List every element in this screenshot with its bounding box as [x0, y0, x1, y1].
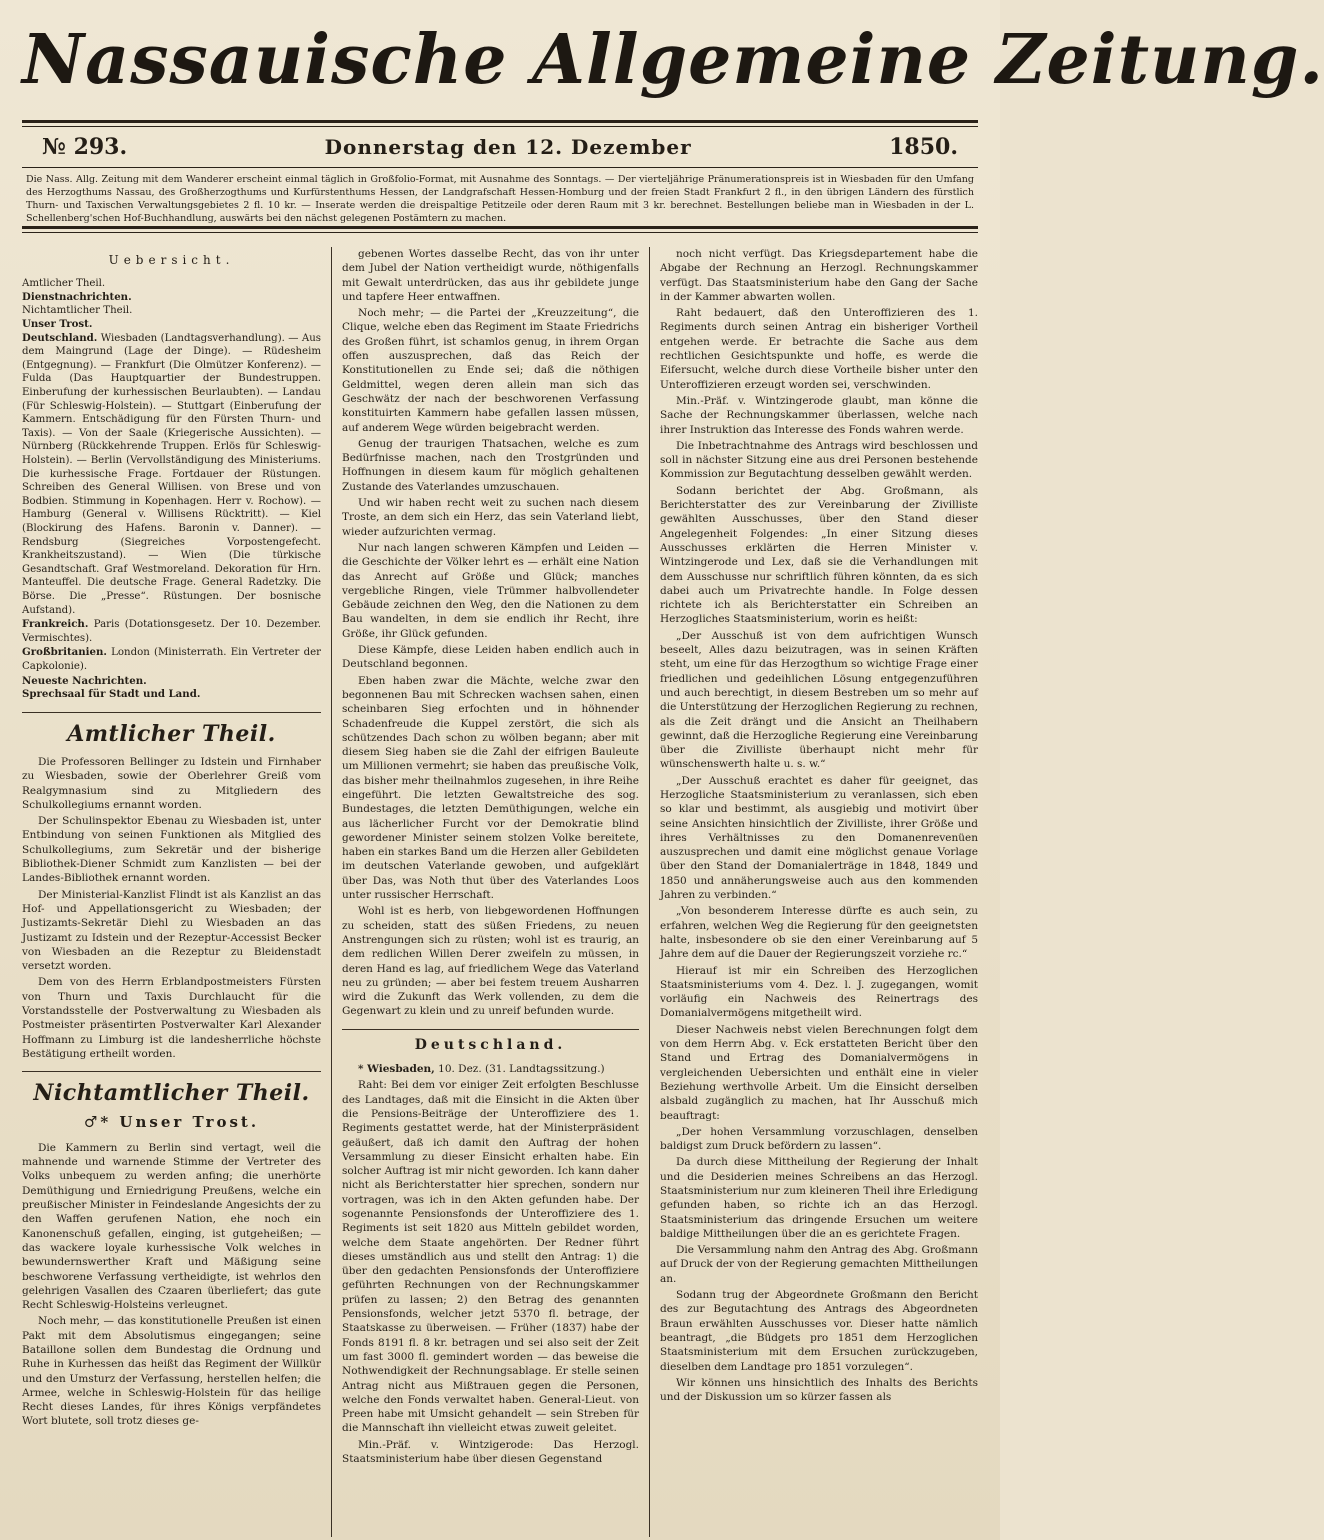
- article-columns: [22, 247, 978, 1537]
- amtlich-body: [22, 755, 321, 1061]
- section-divider: [22, 1071, 321, 1072]
- masthead-rule: [22, 120, 978, 127]
- amtlich-heading: Amtlicher Theil.: [67, 720, 276, 747]
- wiesbaden-place: * Wiesbaden,: [358, 1063, 435, 1076]
- paragraph: Raht bedauert, daß den Unteroffizieren des 1. Regiments durch seinen Antrag ein bisheriger Vortheil entgehen werde. Er betrachte die Sache aus dem rechtlichen Gesichtspunkte und hoffe, es werde die Eifersucht, welche durch diese Vortheile bisher unter den Unteroffizieren erzeugt worden sei, verschwinden.: [660, 307, 978, 391]
- column-2: [332, 247, 650, 1537]
- paragraph: „Von besonderem Interesse dürfte es auch sein, zu erfahren, welchen Weg die Regierung für den geeignetsten halte, insbesondere ob sie den einer Vereinbarung auf 5 Jahre dem auf die Dauer der Regierungszeit vorziehe rc.“: [660, 905, 978, 961]
- paragraph: „Der Ausschuß erachtet es daher für geeignet, das Herzogliche Staatsministerium zu veranlassen, sich eben so klar und bestimmt, als ausgiebig und motivirt über seine Ansichten hinsichtlich der Zivilliste, ihrer Größe und ihres Verhältnisses zu den Domanenrevenüen auszusprechen und damit eine möglichst genaue Vorlage über den Stand der Domanialerträge in 1848, 1849 und 1850 und annäherungsweise auch aus den kommenden Jahren zu verbinden.“: [660, 774, 978, 902]
- paragraph: Dem von des Herrn Erblandpostmeisters Fürsten von Thurn und Taxis Durchlaucht für die Vorstandsstelle der Postverwaltung zu Wiesbaden als Postmeister präsentirten Postverwalter Karl Alexander Hoffmann zu Limburg ist die landesherrliche höchste Bestätigung ertheilt worden.: [22, 976, 321, 1060]
- overview-item: Sprechsaal für Stadt und Land.: [22, 688, 201, 701]
- paragraph: Wir können uns hinsichtlich des Inhalts des Berichts und der Diskussion um so kürzer fassen als: [660, 1376, 978, 1404]
- paragraph: Min.-Präf. v. Wintzigerode: Das Herzogl. Staatsministerium habe über diesen Gegenstand: [342, 1438, 639, 1466]
- subscription-notice: Die Nass. Allg. Zeitung mit dem Wanderer erscheint einmal täglich in Großfolio-Format, mit Ausnahme des Sonntags. — Der vierteljährige Pränumerationspreis ist in Wiesbaden für den Umfang des Herzogthums Nassau, des Großherzogthums und Kurfürstenthums Hessen, der Landgrafschaft Hessen-Homburg und der freien Stadt Frankfurt 2 fl., in den übrigen Ländern des fürstlich Thurn- und Taxischen Verwaltungsgebietes 2 fl. 10 kr. — Inserate werden die dreispaltige Petitzeile oder deren Raum mit 3 kr. berechnet. Bestellungen beliebe man in Wiesbaden in der L. Schellenberg'schen Hof-Buchhandlung, auswärts bei den nächst gelegenen Postämtern zu machen.: [26, 174, 974, 224]
- paragraph: Da durch diese Mittheilung der Regierung der Inhalt und die Desiderien meines Schreibens an das Herzogl. Staatsministerium nur zum kleineren Theil ihre Erledigung gefunden haben, so richte ich an das Herzogl. Staatsministerium das dringende Ersuchen um weitere baldige Mittheilungen über die an es gerichtete Fragen.: [660, 1156, 978, 1240]
- overview-gb-head: Großbritanien.: [22, 646, 107, 659]
- nichtamtlich-body: [22, 1141, 321, 1429]
- section-divider: [22, 712, 321, 713]
- overview-list: [22, 277, 321, 331]
- issue-date: Donnerstag den 12. Dezember: [324, 135, 692, 159]
- paragraph: Der Schulinspektor Ebenau zu Wiesbaden ist, unter Entbindung von seinen Funktionen als Mitglied des Schulkollegiums, zum Sekretär und der bisherige Bibliothek-Diener Schmidt zum Kanzlisten — bei der Landes-Bibliothek ernannt worden.: [22, 815, 321, 885]
- column-3: [650, 247, 978, 1537]
- overview-item: Dienstnachrichten.: [22, 290, 132, 303]
- overview-frankreich-text: Paris (Dotationsgesetz. Der 10. Dezember. Vermischtes).: [22, 619, 321, 644]
- paragraph: Raht: Bei dem vor einiger Zeit erfolgten Beschlusse des Landtages, daß mit die Einsicht in die Akten über die Pensions-Beiträge der Unteroffiziere des 1. Regiments gestattet werde, hat der Ministerpräsident geäußert, daß ich damit den Auftrag der hohen Versammlung zu dieser Einsicht erhalten habe. Ein solcher Auftrag ist mir nicht geworden. Ich kann daher nicht als Berichterstatter hier sprechen, sondern nur vortragen, was ich in den Akten gefunden habe. Der sogenannte Pensionsfonds der Unteroffiziere des 1. Regiments ist seit 1820 aus Mitteln gebildet worden, welche dem Staate angehörten. Der Redner führt dieses umständlich aus und stellt den Antrag: 1) die über den gedachten Pensionsfonds der Unteroffiziere geführten Rechnungen von der Rechnungskammer prüfen zu lassen; 2) den Betrag des genannten Pensionsfonds, welcher jetzt 5370 fl. betrage, der Staatskasse zu überweisen. — Früher (1837) habe der Fonds 8191 fl. 8 kr. betragen und sei also seit der Zeit um fast 3000 fl. gemindert worden — das beweise die Nothwendigkeit der Rechnungsablage. Er stelle seinen Antrag nicht aus Mißtrauen gegen die Personen, welche den Fonds verwaltet haben. General-Lieut. von Preen habe mit Umsicht gehandelt — sein Streben für die Mannschaft ihn vielleicht etwas zuweit geleitet.: [342, 1079, 639, 1435]
- overview-item: Nichtamtlicher Theil.: [22, 305, 133, 317]
- overview-deutschland: [22, 332, 321, 617]
- paragraph: Noch mehr; — die Partei der „Kreuzzeitung“, die Clique, welche eben das Regiment im Staate Friedrichs des Großen führt, ist schamlos genug, in ihrem Organ offen auszusprechen, daß das Reich der Konstitutionellen zu Ende sei; daß die nöthigen Geldmittel, wegen deren allein man sich das Geschwätz der nach der beschworenen Verfassung konstituirten Kammern habe gefallen lassen müssen, auf anderem Wege würden beigebracht werden.: [342, 307, 639, 434]
- paragraph: Und wir haben recht weit zu suchen nach diesem Troste, an dem sich ein Herz, das sein Vaterland liebt, wieder aufzurichten vermag.: [342, 497, 639, 538]
- paragraph: Nur nach langen schweren Kämpfen und Leiden — die Geschichte der Völker lehrt es — erhält eine Nation das Anrecht auf Größe und Glück; manches vergebliche Ringen, viele Trümmer halbvollendeter Gebäude zeichnen den Weg, den die Nationen zu dem Bau wandelten, in dem sie endlich ihr Recht, ihre Größe, ihr Glück gefunden.: [342, 541, 639, 640]
- overview-gb-text: London (Ministerrath. Ein Vertreter der Capkolonie).: [22, 647, 321, 672]
- overview-item: Neueste Nachrichten.: [22, 674, 147, 687]
- notice-rule: [22, 226, 978, 233]
- issue-year: 1850.: [889, 134, 958, 160]
- paragraph: Sodann berichtet der Abg. Großmann, als Berichterstatter des zur Vereinbarung der Zivilliste gewählten Ausschusses, über den Stand dieser Angelegenheit Folgendes: „In einer Sitzung dieses Ausschusses erklärten die Herren Minister v. Wintzingerode und Lex, daß sie die Verhandlungen mit dem Ausschusse nur schriftlich führen könnten, da es sich dabei auch um Privatrechte handle. In Folge dessen richtete ich als Berichterstatter ein Schreiben an Herzogliches Staatsministerium, worin es heißt:: [660, 484, 978, 626]
- overview-deutschland-head: Deutschland.: [22, 331, 98, 344]
- section-divider: [342, 1029, 639, 1030]
- overview-frankreich: [22, 618, 321, 645]
- paragraph: Die Kammern zu Berlin sind vertagt, weil die mahnende und warnende Stimme der Vertreter des Volks unbequem zu werden anfing; die unerhörte Demüthigung und Erniedrigung Preußens, welche ein preußischer Minister in Feindeslande Angesichts der zu den Waffen gerufenen Nation, ehe noch ein Kanonenschuß gefallen, einging, ist gutgeheißen; — das wackere loyale kurhessische Volk welches in bewundernswerther Kraft und Mäßigung seine beschworene Verfassung vertheidigte, ist wehrlos den gelehrigen Vasallen des Czaaren überliefert; das gute Recht Schleswig-Holsteins verleugnet.: [22, 1141, 321, 1312]
- overview-title: Uebersicht.: [108, 253, 235, 267]
- dateline: [22, 127, 978, 167]
- overview-deutschland-text: Wiesbaden (Landtagsverhandlung). — Aus dem Maingrund (Lage der Dinge). — Rüdesheim (Entgegnung). — Frankfurt (Die Olmützer Konferenz). — Fulda (Das Hauptquartier der Bundestruppen. Einberufung der kurhessischen Beurlaubten). — Landau (Für Schleswig-Holstein). — Stuttgart (Einberufung der Kammern. Entschädigung für den Fürsten Thurn- und Taxis). — Von der Saale (Kriegerische Aussichten). — Nürnberg (Rückkehrende Truppen. Erlös für Schleswig-Holstein). — Berlin (Vervollständigung des Ministeriums. Die kurhessische Frage. Fortdauer der Rüstungen. Schreiben des General Willisen. von Brese und von Bodbien. Stimmung in Kopenhagen. Herr v. Rochow). — Hamburg (General v. Willisens Rücktritt). — Kiel (Blockirung des Hafens. Baronin v. Danner). — Rendsburg (Siegreiches Vorpostengefecht. Krankheitszustand). — Wien (Die türkische Gesandtschaft. Graf Westmoreland. Dekoration für Hrn. Manteuffel. Die deutsche Frage. General Radetzky. Die Börse. Die „Presse“. Rüstungen. Der bosnische Aufstand).: [22, 332, 321, 616]
- paragraph: Min.-Präf. v. Wintzingerode glaubt, man könne die Sache der Rechnungskammer überlassen, welche nach ihrer Instruktion das Interesse des Fonds wahren werde.: [660, 394, 978, 436]
- deutschland-heading: Deutschland.: [414, 1036, 567, 1053]
- paragraph: Die Versammlung nahm den Antrag des Abg. Großmann auf Druck der von der Regierung gemachten Mittheilungen an.: [660, 1244, 978, 1285]
- paragraph: Die Inbetrachtnahme des Antrags wird beschlossen und soll in nächster Sitzung eine aus drei Personen bestehende Kommission zur Begutachtung desselben gewählt werden.: [660, 439, 978, 481]
- column-2-body: [342, 247, 639, 1019]
- paragraph: Sodann trug der Abgeordnete Großmann den Bericht des zur Begutachtung des Antrags des Abgeordneten Braun erwählten Ausschusses vor. Dieser hatte nämlich beantragt, „die Büdgets pro 1851 dem Herzoglichen Staatsministerium mit dem Ersuchen zurückzugeben, dieselben dem Landtage pro 1851 vorzulegen“.: [660, 1289, 978, 1373]
- paragraph: „Der Ausschuß ist von dem aufrichtigen Wunsch beseelt, Alles dazu beizutragen, was in seinen Kräften steht, um eine für das Herzogthum so wichtige Frage einer friedlichen und gedeihlichen Lösung entgegenzuführen und auch berechtigt, in diesem Bestreben um so mehr auf die Unterstützung der Herzoglichen Regierung zu rechnen, als die Zeit drängt und die Ansicht an Theilhabern gewinnt, daß die Herzogliche Regierung eine Vereinbarung über die Zivilliste überhaupt nicht mehr für wünschenswerth halte u. s. w.“: [660, 629, 978, 771]
- overview-frankreich-head: Frankreich.: [22, 618, 89, 631]
- unser-trost-heading: ♂* Unser Trost.: [83, 1112, 260, 1131]
- paragraph: Eben haben zwar die Mächte, welche zwar den begonnenen Bau mit Schrecken wachsen sahen, einen scheinbaren Sieg erfochten und in höhnender Schadenfreude die Kuppel zerstört, die sich als schützendes Dach schon zu wölben begann; aber mit diesem Sieg haben sie die Zahl der eifrigen Bauleute um Millionen vermehrt; sie haben das preußische Volk, das bisher mehr theilnahmlos zugesehen, in ihre Reihe eingeführt. Die letzten Gewaltstreiche des sog. Bundestages, die letzten Demüthigungen, welche ein aus lächerlicher Furcht vor der Demokratie blind gewordener Minister seinem stolzen Volke bereitete, haben ein starkes Band um die Herzen aller Gebildeten im deutschen Vaterlande gewoben, und aufgeklärt über Das, was Noth thut über des Vaterlandes Loos unter russischer Herrschaft.: [342, 674, 639, 902]
- paragraph: gebenen Wortes dasselbe Recht, das von ihr unter dem Jubel der Nation vertheidigt wurde, nöthigenfalls mit Gewalt unterdrücken, das aus ihr gebildete junge und tapfere Heer entwaffnen.: [342, 248, 639, 303]
- paragraph: Die Professoren Bellinger zu Idstein und Firnhaber zu Wiesbaden, sowie der Oberlehrer Greiß vom Realgymnasium sind zu Mitgliedern des Schulkollegiums ernannt worden.: [22, 756, 321, 811]
- paragraph: „Der hohen Versammlung vorzuschlagen, denselben baldigst zum Druck befördern zu lassen“.: [660, 1125, 978, 1153]
- paragraph: Diese Kämpfe, diese Leiden haben endlich auch in Deutschland begonnen.: [342, 644, 639, 671]
- landtag-body: [342, 1078, 639, 1466]
- paragraph: Der Ministerial-Kanzlist Flindt ist als Kanzlist an das Hof- und Appellationsgericht zu Wiesbaden; der Justizamts-Sekretär Diehl zu Wiesbaden an das Justizamt zu Idstein und der Rezeptur-Accessist Becker von Wiesbaden an die Rezeptur zu Bleidenstadt versetzt worden.: [22, 888, 321, 973]
- paragraph: noch nicht verfügt. Das Kriegsdepartement habe die Abgabe der Rechnung an Herzogl. Rechnungskammer verfügt. Das Staatsministerium habe den Gang der Sache in der Kammer abwarten wollen.: [660, 248, 978, 303]
- overview-tail: [22, 675, 321, 702]
- wiesbaden-dateline: [342, 1062, 639, 1076]
- paragraph: Genug der traurigen Thatsachen, welche es zum Bedürfnisse machen, nach den Trostgründen und Hoffnungen in diesem kaum für möglich gehaltenen Zustande des Vaterlandes umzuschauen.: [342, 437, 639, 493]
- column-3-body: [660, 247, 978, 1404]
- overview-item: Amtlicher Theil.: [22, 278, 106, 290]
- paragraph: Dieser Nachweis nebst vielen Berechnungen folgt dem von dem Herrn Abg. v. Eck erstatteten Bericht über den Stand und Ertrag des Domanialvermögens in vergleichenden Uebersichten und enthält eine in vieler Beziehung werthvolle Arbeit. Um die Einsicht derselben alsbald zugänglich zu machen, hat Ihr Ausschuß mich beauftragt:: [660, 1023, 978, 1122]
- paragraph: Wohl ist es herb, von liebgewordenen Hoffnungen zu scheiden, statt des süßen Friedens, zu neuen Anstrengungen sich zu rüsten; wohl ist es traurig, an dem redlichen Willen Derer zweifeln zu müssen, in deren Hand es lag, auf friedlichem Wege das Vaterland neu zu gründen; — aber bei festem treuem Ausharren wird die Zukunft das Werk vollenden, zu dem die Gegenwart zu klein und zu unreif befunden wurde.: [342, 905, 639, 1018]
- overview-item: Unser Trost.: [22, 318, 93, 331]
- masthead-title: Nassauische Allgemeine Zeitung.: [22, 20, 1324, 100]
- column-1: [22, 247, 332, 1537]
- overview-gb: [22, 646, 321, 673]
- paragraph: Noch mehr, — das konstitutionelle Preußen ist einen Pakt mit dem Absolutismus eingegangen; seine Bataillone sollen dem Bundestag die Ordnung und Ruhe in Kurhessen das heißt das Regiment der Willkür und den Umsturz der Verfassung, herstellen helfen; die Armee, welche in Schleswig-Holstein für das heilige Recht dieses Landes, für ihres Königs verpfändetes Wort blutete, soll trotz dieses ge-: [22, 1315, 321, 1428]
- nichtamtlich-heading: Nichtamtlicher Theil.: [33, 1080, 310, 1107]
- wiesbaden-date: 10. Dez. (31. Landtagssitzung.): [438, 1063, 605, 1076]
- issue-number: № 293.: [42, 134, 128, 160]
- paragraph: Hierauf ist mir ein Schreiben des Herzoglichen Staatsministeriums vom 4. Dez. l. J. zugegangen, womit vorläufig ein Nachweis des Reinertrags des Domanialvermögens mitgetheilt wird.: [660, 964, 978, 1020]
